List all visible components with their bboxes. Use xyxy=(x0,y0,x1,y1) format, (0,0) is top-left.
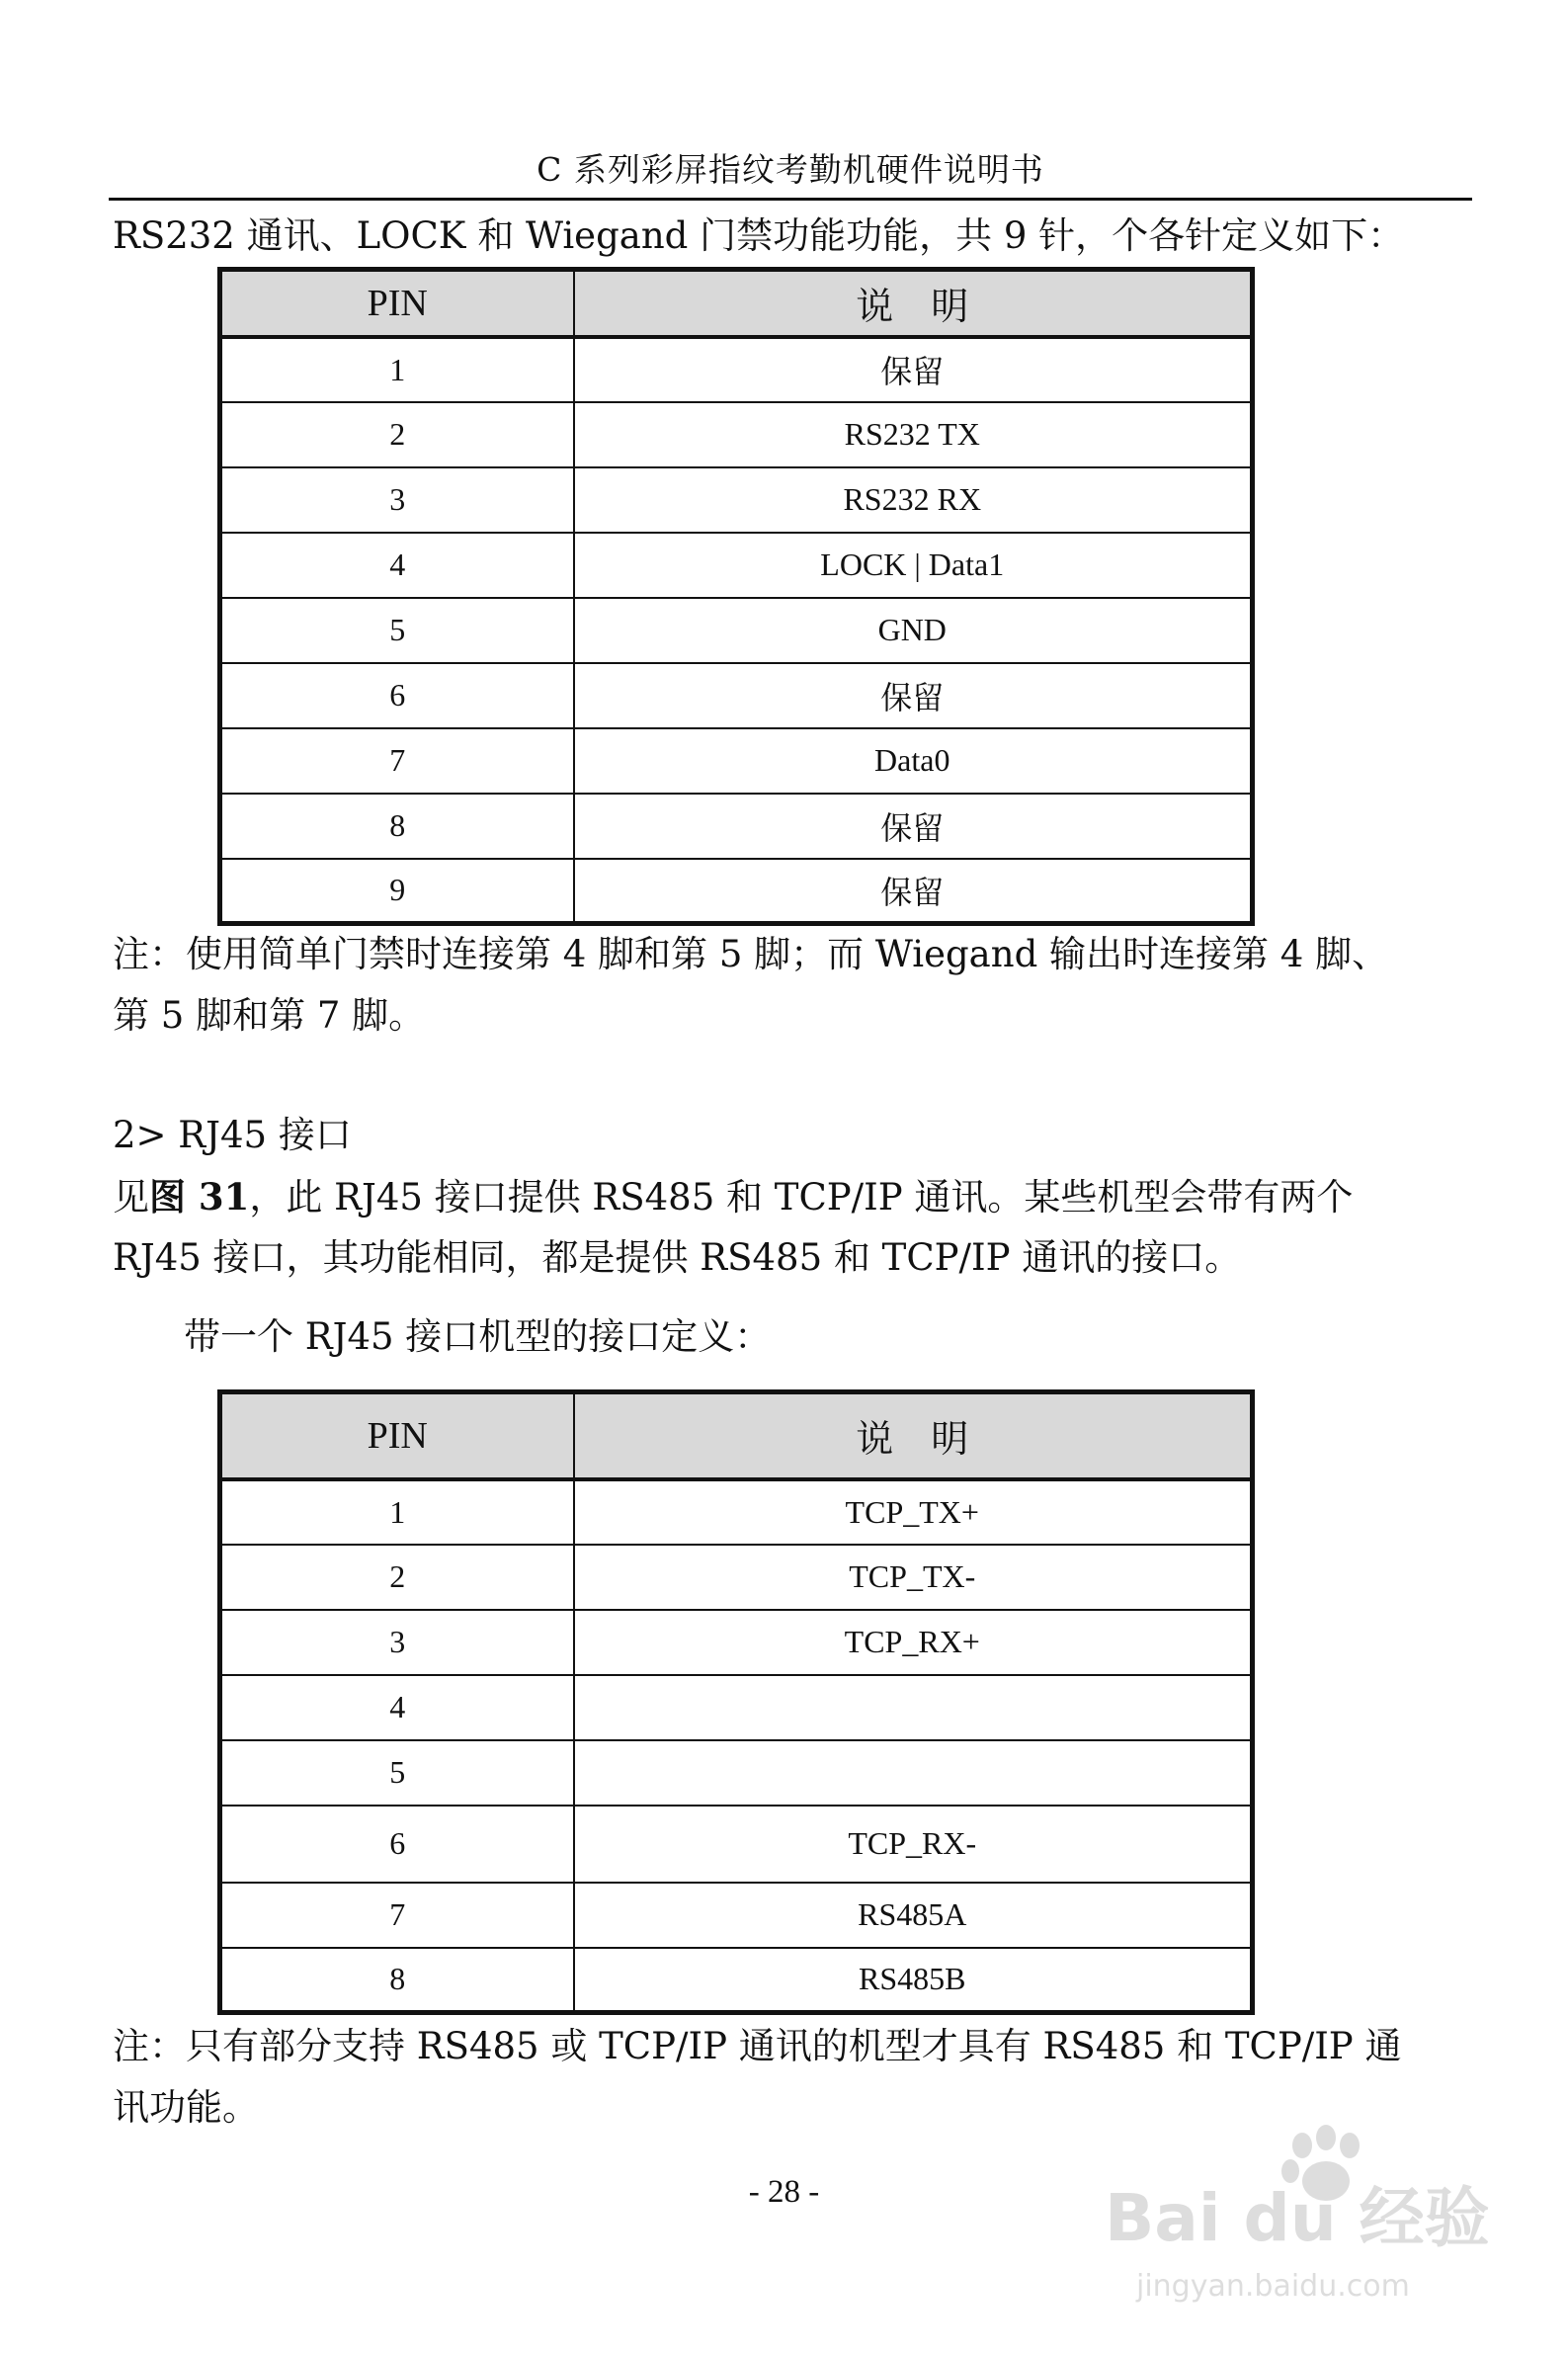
interface-definition-intro: 带一个 RJ45 接口机型的接口定义： xyxy=(184,1315,772,1358)
table-row xyxy=(220,859,1253,924)
intro-paragraph: RS232 通讯、LOCK 和 Wiegand 门禁功能功能，共 9 针，个各针定义如下： xyxy=(113,214,1405,257)
table-row xyxy=(220,1883,1253,1948)
desc-cell xyxy=(574,1675,1253,1740)
desc-cell: TCP_TX+ xyxy=(574,1479,1253,1545)
table-row xyxy=(220,663,1253,728)
table-row xyxy=(220,598,1253,663)
pin-cell: 3 xyxy=(220,467,574,533)
desc-cell: RS232 RX xyxy=(574,467,1253,533)
note-1-line-1: 注：使用简单门禁时连接第 4 脚和第 5 脚；而 Wiegand 输出时连接第 4 脚、 xyxy=(113,933,1389,975)
pin-cell: 1 xyxy=(220,1479,574,1545)
table-row xyxy=(220,1740,1253,1806)
running-header: C 系列彩屏指纹考勤机硬件说明书 xyxy=(536,150,1044,189)
baidu-jingyan-watermark xyxy=(1097,2120,1512,2308)
pin-column-header: PIN xyxy=(220,270,574,337)
table-row xyxy=(220,728,1253,794)
pin-cell: 1 xyxy=(220,337,574,402)
table-row xyxy=(220,337,1253,402)
pin-cell: 4 xyxy=(220,1675,574,1740)
desc-cell: RS485A xyxy=(574,1883,1253,1948)
pin-cell: 4 xyxy=(220,533,574,598)
pin-cell: 3 xyxy=(220,1610,574,1675)
desc-cell xyxy=(574,1740,1253,1806)
pin-cell: 6 xyxy=(220,1806,574,1883)
watermark-brand: Bai du 经验 xyxy=(1105,2180,1490,2256)
pin-cell: 9 xyxy=(220,859,574,924)
desc-cell: GND xyxy=(574,598,1253,663)
watermark-url: jingyan.baidu.com xyxy=(1136,2269,1410,2304)
section-heading: 2> RJ45 接口 xyxy=(113,1114,352,1156)
desc-cell: Data0 xyxy=(574,728,1253,794)
desc-cell: 保留 xyxy=(574,337,1253,402)
desc-cell: 保留 xyxy=(574,794,1253,859)
figure-reference: 图 31 xyxy=(149,1175,250,1219)
table-row xyxy=(220,1545,1253,1610)
pin-cell: 7 xyxy=(220,728,574,794)
desc-cell: RS232 TX xyxy=(574,402,1253,467)
description-column-header: 说 明 xyxy=(574,1392,1253,1479)
figure-ref-prefix: 见 xyxy=(113,1176,149,1219)
desc-cell: TCP_TX- xyxy=(574,1545,1253,1610)
pin-cell: 6 xyxy=(220,663,574,728)
note-1-line-2: 第 5 脚和第 7 脚。 xyxy=(113,994,426,1037)
pin-cell: 7 xyxy=(220,1883,574,1948)
pin-cell: 5 xyxy=(220,598,574,663)
pin-cell: 8 xyxy=(220,1948,574,2013)
pin-cell: 5 xyxy=(220,1740,574,1806)
note-2-line-2: 讯功能。 xyxy=(113,2086,259,2129)
table-row xyxy=(220,1675,1253,1740)
desc-cell: TCP_RX+ xyxy=(574,1610,1253,1675)
table-row xyxy=(220,1806,1253,1883)
desc-cell: TCP_RX- xyxy=(574,1806,1253,1883)
desc-cell: 保留 xyxy=(574,663,1253,728)
desc-cell: LOCK | Data1 xyxy=(574,533,1253,598)
pin-cell: 2 xyxy=(220,1545,574,1610)
table-row xyxy=(220,402,1253,467)
pin-column-header: PIN xyxy=(220,1392,574,1479)
pin-cell: 2 xyxy=(220,402,574,467)
table-row xyxy=(220,794,1253,859)
desc-cell: RS485B xyxy=(574,1948,1253,2013)
section-paragraph-rest: ，此 RJ45 接口提供 RS485 和 TCP/IP 通讯。某些机型会带有两个 xyxy=(249,1176,1354,1219)
rs232-pin-table xyxy=(217,267,1255,926)
page-number: - 28 - xyxy=(748,2174,820,2210)
pin-cell: 8 xyxy=(220,794,574,859)
note-2-line-1: 注：只有部分支持 RS485 或 TCP/IP 通讯的机型才具有 RS485 和 TCP/IP 通 xyxy=(113,2025,1402,2067)
table-row xyxy=(220,467,1253,533)
desc-cell: 保留 xyxy=(574,859,1253,924)
table-row xyxy=(220,533,1253,598)
header-rule xyxy=(109,198,1472,201)
description-column-header: 说 明 xyxy=(574,270,1253,337)
table-row xyxy=(220,1948,1253,2013)
table-row xyxy=(220,1610,1253,1675)
section-paragraph-line-1 xyxy=(113,1166,1466,1228)
rj45-pin-table xyxy=(217,1389,1255,2015)
section-paragraph-line-2: RJ45 接口，其功能相同，都是提供 RS485 和 TCP/IP 通讯的接口。 xyxy=(113,1236,1242,1279)
table-row xyxy=(220,1479,1253,1545)
